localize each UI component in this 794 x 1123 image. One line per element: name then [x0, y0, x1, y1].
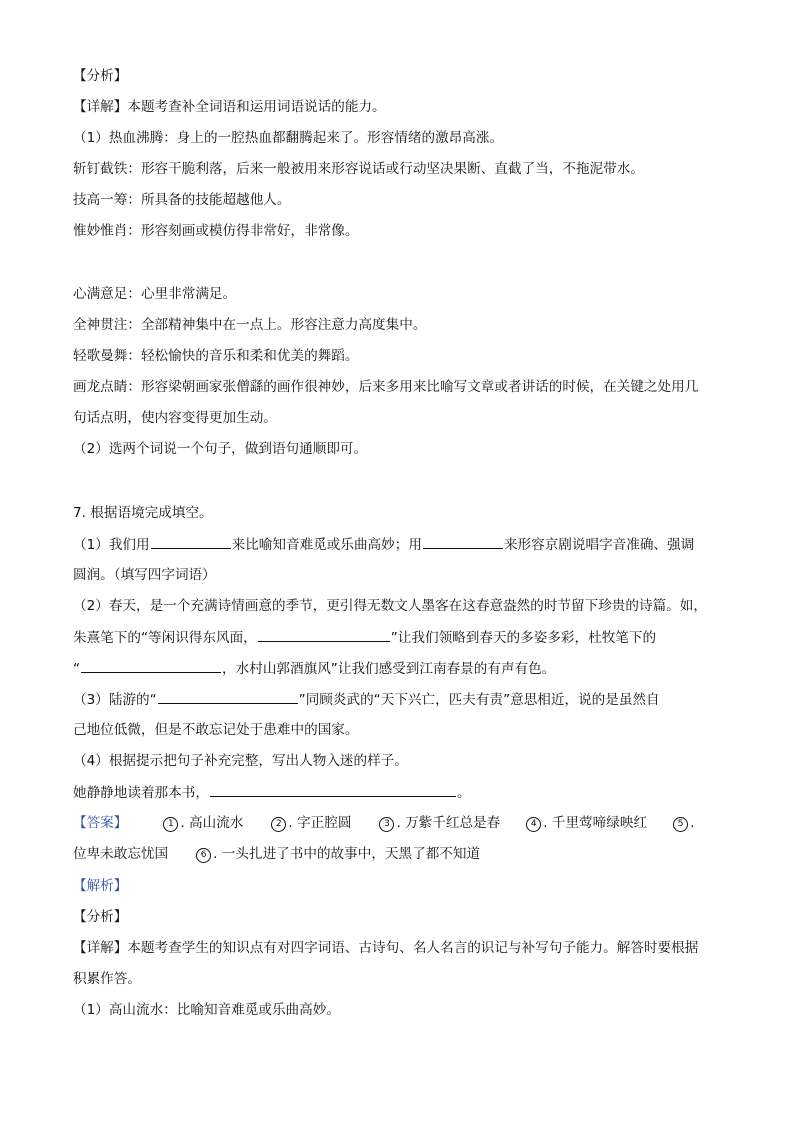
answer-line — [73, 813, 733, 833]
analysis-heading: 【分析】 — [73, 68, 128, 84]
idiom-line: 全神贯注：全部精神集中在一点上。形容注意力高度集中。 — [73, 317, 427, 333]
idiom-line: 惟妙惟肖：形容刻画或模仿得非常好，非常像。 — [73, 223, 359, 239]
idiom-line: 心满意足：心里非常满足。 — [73, 286, 237, 302]
question-7-part-3 — [73, 689, 733, 710]
fill-blank[interactable] — [158, 689, 298, 704]
answer-number: 5 — [673, 817, 688, 832]
detail-paragraph: 【详解】本题考查学生的知识点有对四字词语、古诗句、名人名言的识记与补写句子能力。解答时要根据 — [73, 940, 699, 956]
text-segment: ”同顾炎武的“天下兴亡，匹夫有责”意思相近，说的是虽然自 — [298, 692, 660, 708]
answer-number: 6 — [196, 848, 211, 863]
text-segment: （1）我们用 — [73, 537, 150, 553]
text-segment: 。 — [456, 785, 471, 801]
analysis-heading: 【分析】 — [73, 909, 128, 925]
answer-text: . 千里莺啼绿映红 — [543, 815, 648, 831]
idiom-line: 句话点明，使内容变得更加生动。 — [73, 410, 277, 426]
idiom-line: 斩钉截铁：形容干脆利落，后来一般被用来形容说话或行动坚决果断、直截了当，不拖泥带水。 — [73, 161, 644, 177]
question-7-part-3-cont: 己地位低微，但是不敢忘记处于患难中的国家。 — [73, 722, 359, 738]
fill-blank[interactable] — [258, 627, 390, 642]
answer-text: 位卑未敢忘忧国 — [73, 846, 169, 862]
idiom-line: 轻歌曼舞：轻松愉快的音乐和柔和优美的舞蹈。 — [73, 348, 359, 364]
answer-number: 2 — [271, 817, 286, 832]
answer-number: 3 — [379, 817, 394, 832]
answer-text: . 高山流水 — [180, 815, 244, 831]
text-segment: ，水村山郭酒旗风”让我们感受到江南春景的有声有色。 — [222, 661, 556, 677]
question-7-part-1-cont: 圆润。（填写四字词语） — [73, 567, 216, 583]
answer-label: 【答案】 — [73, 815, 128, 831]
fill-blank[interactable] — [210, 782, 456, 797]
question-7-part-1 — [73, 534, 733, 555]
text-segment: 朱熹笔下的“等闲识得东风面， — [73, 630, 257, 646]
detail-paragraph-cont: 积累作答。 — [73, 971, 141, 987]
idiom-line: 画龙点睛：形容梁朝画家张僧繇的画作很神妙，后来多用来比喻写文章或者讲话的时候，在关键之处用几 — [73, 379, 699, 395]
answer-text: . 字正腔圆 — [288, 815, 352, 831]
explanation-label: 【解析】 — [73, 878, 128, 894]
fill-blank[interactable] — [423, 534, 503, 549]
question-7-title: 7. 根据语境完成填空。 — [73, 505, 213, 521]
fill-blank[interactable] — [81, 658, 221, 673]
answer-number: 1 — [163, 817, 178, 832]
text-segment: 她静静地读着那本书， — [73, 785, 209, 801]
fill-blank[interactable] — [151, 534, 231, 549]
question-7-part-2-cont — [73, 658, 733, 679]
text-segment: 来比喻知音难觅或乐曲高妙；用 — [231, 537, 422, 553]
text-segment: （3）陆游的“ — [73, 692, 157, 708]
question-7-part-4-cont — [73, 782, 733, 803]
question-7-part-2-cont — [73, 627, 733, 648]
question-7-part-4: （4）根据提示把句子补充完整，写出人物入迷的样子。 — [73, 753, 408, 769]
text-segment: “ — [73, 661, 81, 677]
answer-text: . 一头扎进了书中的故事中，天黑了都不知道 — [213, 846, 481, 862]
answer-line-cont — [73, 844, 733, 864]
idiom-line: （2）选两个词说一个句子，做到语句通顺即可。 — [73, 441, 368, 457]
detail-paragraph-cont: （1）高山流水：比喻知音难觅或乐曲高妙。 — [73, 1002, 340, 1018]
text-segment: ”让我们领略到春天的多姿多彩，杜牧笔下的 — [390, 630, 657, 646]
idiom-line: （1）热血沸腾：身上的一腔热血都翻腾起来了。形容情绪的激昂高涨。 — [73, 130, 504, 146]
answer-text: . — [690, 815, 695, 831]
answer-text: . 万紫千红总是春 — [396, 815, 501, 831]
detail-paragraph: 【详解】本题考查补全词语和运用词语说话的能力。 — [73, 99, 386, 115]
question-7-part-2: （2）春天，是一个充满诗情画意的季节，更引得无数文人墨客在这春意盎然的时节留下珍贵的诗篇。如， — [73, 598, 707, 614]
text-segment: 来形容京剧说唱字音准确、强调 — [503, 537, 695, 553]
idiom-line: 技高一筹：所具备的技能超越他人。 — [73, 192, 291, 208]
answer-number: 4 — [526, 817, 541, 832]
